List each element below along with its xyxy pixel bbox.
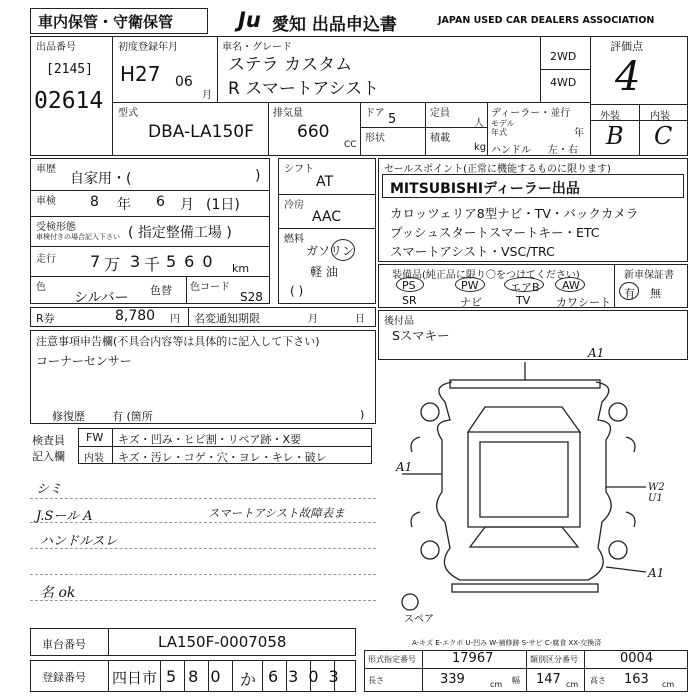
category-label: 類別区分番号 (530, 655, 578, 664)
fuel-label: 燃料 (284, 234, 304, 245)
drive-4wd: 4WD (550, 76, 577, 89)
notes-label: 注意事項申告欄(不具合内容等は具体的に記入して下さい) (36, 335, 320, 348)
logo-mark: Ju (238, 8, 261, 32)
handwritten-line-2-right: スマートアシスト故障表ま (208, 506, 345, 520)
equip-sr: SR (402, 294, 417, 307)
sales-line-3: スマートアシスト・VSC/TRC (390, 244, 555, 259)
mileage-unit: km (232, 262, 250, 275)
mileage-man: 7 (90, 252, 101, 271)
handwritten-line-1: シミ (36, 482, 63, 497)
fuel-diesel: 軽 油 (310, 265, 338, 279)
shift-label: シフト (284, 164, 314, 175)
model-label: 車名・グレード (222, 42, 292, 53)
height-label: 高さ (590, 676, 606, 685)
spare-label: スペア (404, 614, 434, 625)
lot-label: 出品番号 (36, 42, 76, 53)
doors-value: 5 (388, 112, 397, 127)
sales-points-label: セールスポイント(正常に機能するものに限ります) (384, 164, 611, 175)
handle-label: ハンドル (491, 145, 531, 156)
handwritten-line-4: 名 ok (40, 585, 76, 601)
mileage-label: 走行 (36, 254, 56, 265)
equip-navi: ナビ (460, 296, 482, 309)
usage-label: 車歴 (36, 164, 56, 175)
width-label: 幅 (512, 676, 520, 685)
inspection-month: 6 (156, 194, 165, 210)
mileage-sen: 3 (130, 252, 141, 271)
shape-label: 形状 (365, 133, 385, 144)
capacity-label: 定員 (430, 108, 450, 119)
equip-leather-seat: カワシート (556, 296, 611, 309)
inspection-year: 8 (90, 194, 99, 210)
registration-month: 06 (175, 74, 193, 90)
displacement-unit: CC (344, 140, 357, 150)
registration-era-year: H27 (120, 62, 161, 86)
inspection-label: 車検 (36, 196, 56, 207)
color-label: 色 (36, 282, 46, 293)
handwritten-line-2: J.Sール A (36, 509, 93, 524)
damage-legend: A-キズ E-エクボ U-凹み W-補修跡 S-サビ C-腐食 XX-交換済 (412, 639, 602, 647)
handwritten-line-3: ハンドルスレ (40, 534, 118, 549)
warranty-yes: 有 (624, 287, 635, 300)
length-value: 339 (440, 672, 465, 687)
chassis-label: 車台番号 (42, 638, 86, 651)
interior-rating: C (654, 122, 673, 150)
acceptance-note: 車検付きの場合記入下さい (36, 233, 120, 241)
registration-month-unit: 月 (202, 90, 212, 101)
model-year-label: モデル年式 (491, 119, 515, 137)
mileage-rest: 560 (166, 252, 221, 271)
recycle-label: R券 (36, 312, 55, 325)
equip-aw: AW (562, 279, 580, 292)
shift-value: AT (316, 174, 334, 190)
deadline-label: 名変通知期限 (194, 312, 260, 325)
association-name: JAPAN USED CAR DEALERS ASSOCIATION (438, 15, 655, 26)
designation-value: 17967 (452, 651, 494, 666)
type-label: 型式 (118, 108, 138, 119)
recycle-value: 8,780 (115, 308, 156, 324)
accessories-value: Sスマキー (392, 328, 450, 343)
equip-ps: PS (402, 279, 416, 292)
length-unit: cm (490, 680, 503, 689)
color-change-label: 色替 (150, 284, 172, 297)
deadline-day-unit: 日 (355, 314, 365, 325)
exterior-rating: B (606, 122, 624, 150)
chassis-value: LA150F-0007058 (158, 633, 287, 651)
handle-options: 左・右 (548, 145, 578, 156)
sales-line-1: カロッツェリア8型ナビ・TV・バックカメラ (390, 206, 639, 221)
usage-value: 自家用・( (70, 171, 132, 187)
deadline-month-unit: 月 (308, 314, 318, 325)
model-grade: R スマートアシスト (228, 79, 380, 99)
repair-close: ) (360, 408, 365, 421)
width-value: 147 (536, 672, 561, 687)
form-title: 愛知 出品申込書 (272, 15, 397, 35)
equip-tv: TV (516, 294, 531, 307)
inspector-label: 検査員記入欄 (32, 434, 65, 463)
width-unit: cm (566, 680, 579, 689)
fuel-gasoline: ガソリン (306, 244, 355, 258)
color-code-label: 色コード (190, 282, 230, 293)
equip-pw: PW (461, 279, 479, 292)
damage-mark-top: A1 (588, 346, 605, 360)
damage-mark-left: A1 (396, 460, 413, 474)
height-unit: cm (662, 680, 675, 689)
capacity-unit: 人 (474, 118, 484, 129)
dealer-label: ディーラー・並行 (491, 108, 571, 119)
color-code-value: S28 (240, 290, 263, 304)
storage-note: 車内保管・守衛保管 (38, 13, 174, 31)
equip-airbag: エアB (510, 281, 540, 294)
rating-label: 評価点 (610, 40, 643, 53)
displacement-label: 排気量 (273, 108, 303, 119)
usage-close: ) (255, 168, 261, 184)
drive-2wd: 2WD (550, 50, 577, 63)
lot-sub-number: [2145] (46, 62, 93, 77)
sales-headline: MITSUBISHIディーラー出品 (390, 181, 580, 197)
plate-kana: か (240, 670, 257, 689)
plate-label: 登録番号 (42, 671, 86, 684)
inspector-row2-text: キズ・汚レ・コゲ・穴・ヨレ・キレ・破レ (118, 451, 327, 464)
warranty-no: 無 (650, 287, 661, 300)
category-value: 0004 (620, 651, 654, 666)
plate-area: 四日市 (112, 669, 158, 687)
doors-label: ドア (365, 108, 385, 119)
recycle-unit: 円 (170, 314, 180, 325)
type-value: DBA-LA150F (148, 122, 254, 142)
rating-score: 4 (615, 54, 641, 100)
inspection-day: (1日) (206, 197, 240, 213)
inspector-row2-label: 内装 (84, 453, 104, 464)
lot-number: 02614 (34, 88, 104, 114)
model-name: ステラ カスタム (228, 55, 353, 75)
plate-class-number: 580 (166, 667, 233, 686)
cooler-value: AAC (312, 209, 342, 225)
notes-value: コーナーセンサー (36, 354, 132, 368)
repair-label: 修復歴 (52, 410, 85, 423)
accessories-label: 後付品 (384, 316, 414, 327)
inspector-row1-label: FW (86, 431, 104, 444)
plate-number: 6303 (268, 667, 349, 686)
mileage-sen-unit: 千 (144, 255, 161, 274)
length-label: 長さ (368, 676, 384, 685)
inspection-month-unit: 月 (180, 197, 194, 213)
sales-line-2: プッシュスタートスマートキー・ETC (390, 225, 600, 240)
registration-label: 初度登録年月 (118, 42, 178, 53)
car-damage-diagram (390, 362, 690, 612)
height-value: 163 (624, 672, 649, 687)
inspection-year-unit: 年 (117, 197, 131, 213)
damage-mark-right: W2 U1 (648, 482, 665, 504)
inspector-row1-text: キズ・凹み・ヒビ割・リペア跡・X要 (118, 433, 302, 446)
acceptance-label: 受検形態 (36, 222, 76, 233)
model-year-unit: 年 (574, 128, 584, 139)
exterior-label: 外装 (600, 111, 620, 122)
interior-label: 内装 (650, 111, 670, 122)
repair-value: 有 (箇所 (112, 410, 153, 423)
mileage-man-unit: 万 (104, 255, 121, 274)
cooler-label: 冷房 (284, 200, 304, 211)
designation-label: 形式指定番号 (368, 655, 416, 664)
damage-mark-bottom: A1 (648, 566, 665, 580)
acceptance-value: ( 指定整備工場 ) (128, 225, 232, 241)
warranty-label: 新車保証書 (624, 270, 674, 281)
load-label: 積載 (430, 133, 450, 144)
fuel-other: ( ) (290, 284, 304, 298)
load-unit: kg (474, 142, 487, 153)
displacement-value: 660 (297, 122, 330, 142)
color-value: シルバー (74, 290, 129, 306)
equipment-label: 装備品(純正品に限り〇をつけてください) (392, 270, 580, 281)
